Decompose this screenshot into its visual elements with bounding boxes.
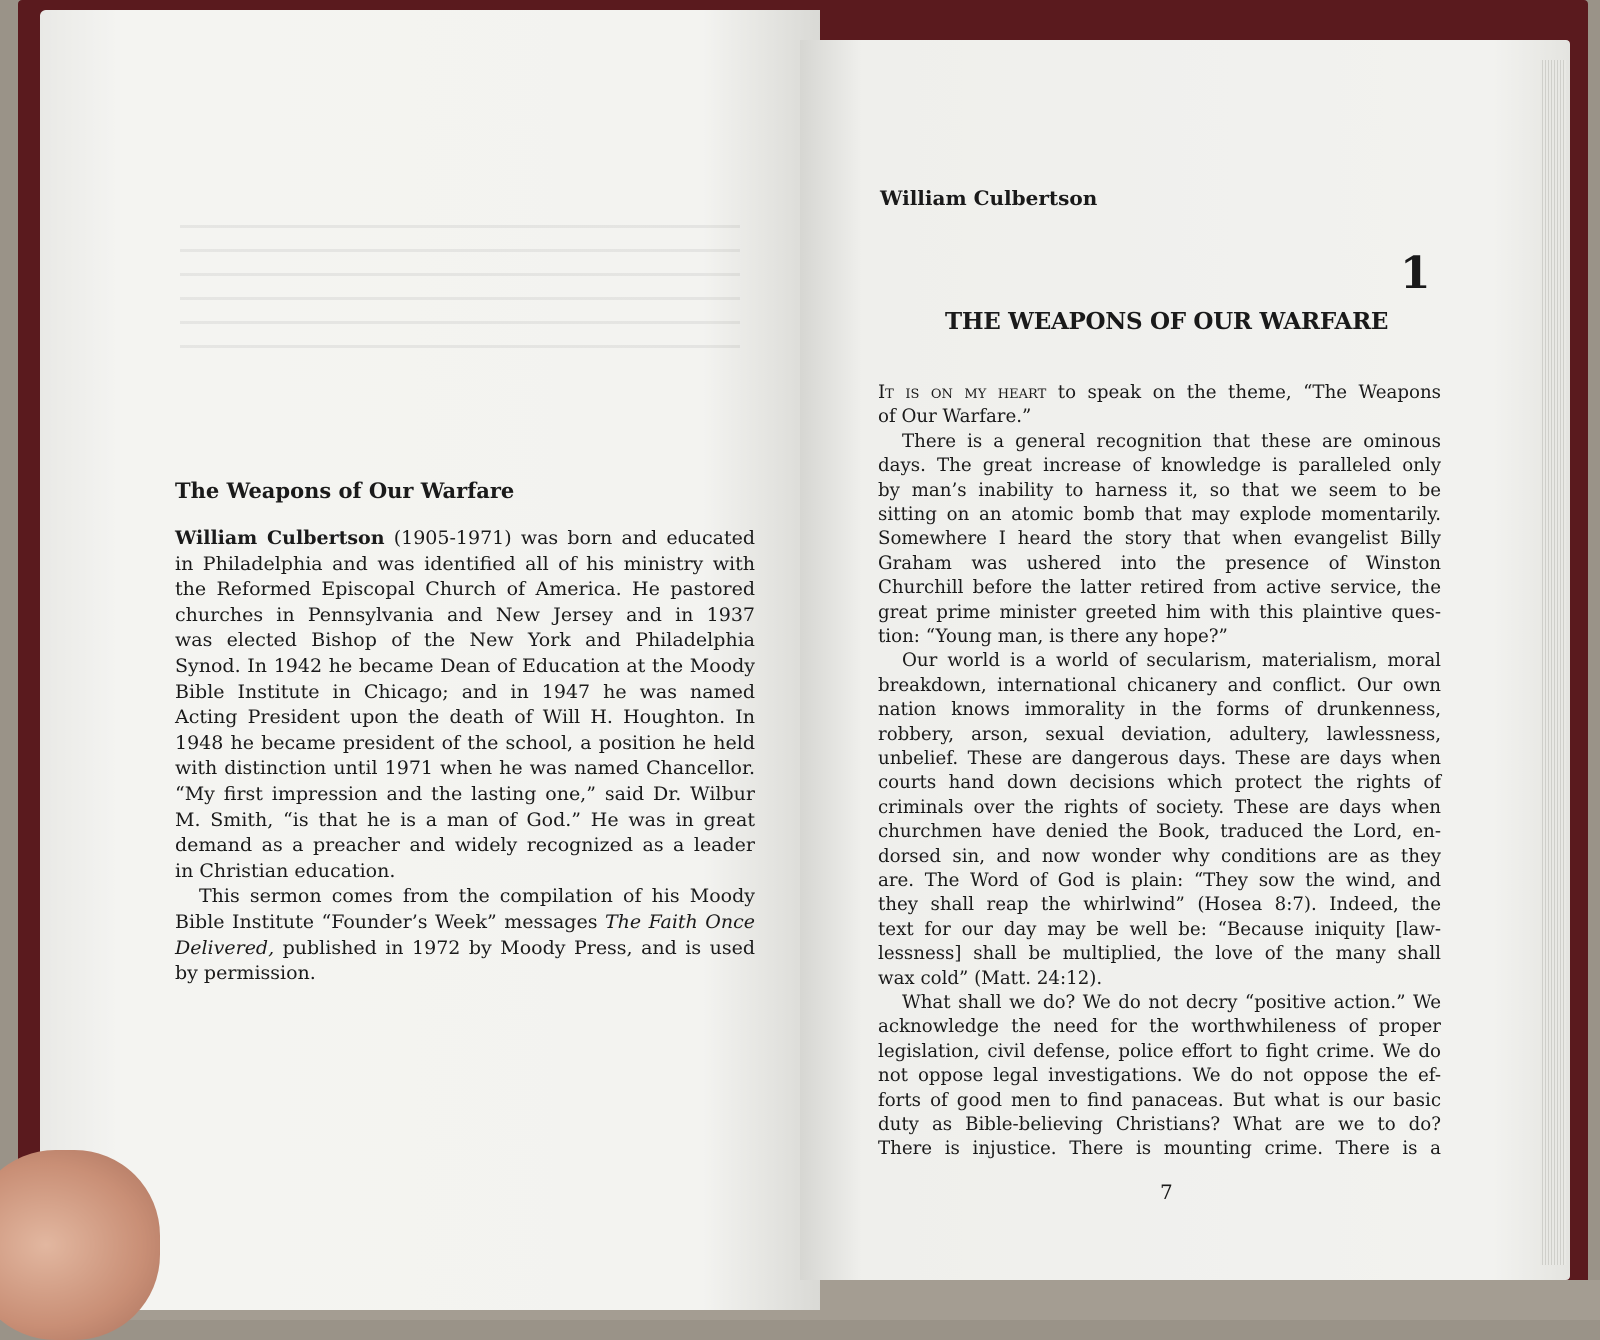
text-segment: the Reformed Episcopal Church of America. He pastored [175, 578, 755, 601]
text-segment: The Faith Once [604, 911, 755, 933]
text-line [878, 699, 1441, 720]
text-segment: Bible Institute in Chicago; and in 1947 he was named [175, 680, 755, 703]
running-head: William Culbertson [880, 186, 1098, 210]
text-line [175, 834, 755, 856]
text-segment: unbelief. These are dangerous days. These are days when [878, 748, 1441, 769]
text-line [878, 724, 1441, 745]
text-line [878, 406, 1441, 427]
text-segment: breakdown, international chicanery and conflict. Our own [878, 674, 1441, 696]
text-line [878, 968, 1441, 989]
text-segment: they shall reap the whirlwind” (Hosea 8:7). Indeed, the [878, 894, 1441, 916]
text-segment: robbery, arson, sexual deviation, adultery, lawlessness, [878, 723, 1441, 745]
text-segment: in Christian education. [175, 859, 396, 882]
text-segment: It is on my heart [878, 382, 1047, 403]
text-line [878, 821, 1441, 842]
text-line [878, 894, 1441, 915]
page-edges [1540, 60, 1566, 1265]
text-segment: (1905-1971) was born and educated [384, 527, 756, 549]
text-segment: was elected Bishop of the New York and Philadelphia [175, 629, 755, 652]
text-segment: published in 1972 by Moody Press, and is used [274, 936, 755, 959]
text-segment: not oppose legal investigations. We do not oppose the ef- [878, 1065, 1441, 1087]
thumb [0, 1150, 160, 1340]
text-line [878, 577, 1441, 598]
text-segment: in Philadelphia and was identified all of his ministry with [175, 552, 755, 575]
text-line [878, 382, 1441, 403]
text-segment: Somewhere I heard the story that when evangelist Billy [878, 528, 1441, 550]
text-segment: Our world is a world of secularism, materialism, moral [902, 650, 1441, 672]
text-line [175, 706, 755, 728]
text-segment: tion: “Young man, is there any hope?” [878, 626, 1228, 647]
text-line [878, 943, 1441, 964]
text-segment: by man’s inability to harness it, so that we seem to be [878, 479, 1441, 501]
text-line [878, 431, 1441, 452]
text-line [175, 783, 755, 805]
text-line [878, 650, 1441, 671]
text-segment: There is a general recognition that these are ominous [902, 430, 1441, 452]
text-line [878, 626, 1441, 647]
text-line [878, 1090, 1441, 1111]
text-line [878, 919, 1441, 940]
text-line [878, 455, 1441, 476]
text-line [175, 527, 755, 549]
text-line [878, 748, 1441, 769]
text-line [175, 604, 755, 626]
text-line [175, 553, 755, 575]
text-segment: nation knows immorality in the forms of drunkenness, [878, 699, 1441, 721]
text-segment: are. The Word of God is plain: “They sow the wind, and [878, 870, 1441, 891]
text-line [175, 757, 755, 779]
text-line [175, 937, 755, 959]
page-number: 7 [1160, 1180, 1173, 1204]
text-line [878, 846, 1441, 867]
text-line [878, 1138, 1441, 1159]
text-segment: criminals over the rights of society. These are days when [878, 796, 1441, 818]
text-line [878, 675, 1441, 696]
text-segment: William Culbertson [175, 527, 385, 549]
text-line [878, 772, 1441, 793]
text-segment: legislation, civil defense, police effort to fight crime. We do [878, 1040, 1441, 1062]
text-line [175, 885, 755, 907]
text-line [175, 860, 755, 882]
text-segment: Churchill before the latter retired from active service, the [878, 577, 1441, 599]
text-line [878, 480, 1441, 501]
text-segment: text for our day may be well be: “Because iniquity [law- [878, 918, 1441, 940]
text-segment: sitting on an atomic bomb that may explode momentarily. [878, 504, 1441, 525]
text-line [878, 602, 1441, 623]
text-segment: lessness] shall be multiplied, the love of the many shall [878, 943, 1441, 965]
text-line [878, 1016, 1441, 1037]
text-segment: days. The great increase of knowledge is paralleled only [878, 455, 1441, 477]
text-segment: Graham was ushered into the presence of Winston [878, 552, 1441, 574]
text-line [878, 992, 1441, 1013]
text-segment: great prime minister greeted him with this plaintive ques- [878, 601, 1441, 623]
text-segment: of Our Warfare.” [878, 406, 1032, 428]
text-line [175, 732, 755, 754]
text-segment: “My first impression and the lasting one,” said Dr. Wilbur [175, 783, 755, 805]
text-segment: Delivered, [175, 936, 275, 959]
text-line [175, 629, 755, 651]
text-segment: Acting President upon the death of Will H. Houghton. In [175, 706, 755, 729]
text-line [175, 911, 755, 933]
text-line [878, 797, 1441, 818]
text-line [878, 553, 1441, 574]
text-line [878, 1041, 1441, 1062]
text-line [175, 809, 755, 831]
text-segment: dorsed sin, and now wonder why conditions are as they [878, 845, 1441, 867]
text-segment: courts hand down decisions which protect the rights of [878, 772, 1441, 794]
chapter-number: 1 [1400, 248, 1431, 299]
text-line [878, 1065, 1441, 1086]
text-line [175, 681, 755, 703]
text-line [878, 870, 1441, 891]
chapter-title: THE WEAPONS OF OUR WARFARE [945, 308, 1389, 335]
text-segment: This sermon comes from the compilation of his Moody [199, 885, 755, 908]
text-segment: M. Smith, “is that he is a man of God.” He was in great [175, 808, 755, 831]
text-line [175, 962, 755, 984]
text-segment: Bible Institute “Founder’s Week” messages [175, 911, 605, 933]
text-line [878, 528, 1441, 549]
text-segment: demand as a preacher and widely recognized as a leader [175, 834, 755, 857]
text-segment: to speak on the theme, “The Weapons [1046, 382, 1441, 403]
text-segment: wax cold” (Matt. 24:12). [878, 967, 1103, 989]
text-segment: duty as Bible-believing Christians? What are we to do? [878, 1114, 1441, 1135]
text-line [175, 655, 755, 677]
text-segment: acknowledge the need for the worthwhileness of proper [878, 1016, 1441, 1038]
text-segment: forts of good men to find panaceas. But what is our basic [878, 1089, 1441, 1111]
text-segment: with distinction until 1971 when he was named Chancellor. [175, 757, 755, 780]
text-segment: There is injustice. There is mounting crime. There is a [878, 1138, 1441, 1160]
text-line [878, 504, 1441, 525]
text-segment: 1948 he became president of the school, a position he held [175, 731, 755, 754]
text-segment: churches in Pennsylvania and New Jersey and in 1937 [175, 603, 755, 626]
show-through-text [180, 225, 740, 365]
text-segment: by permission. [175, 962, 316, 985]
text-line [175, 578, 755, 600]
text-line [878, 1114, 1441, 1135]
text-segment: churchmen have denied the Book, traduced the Lord, en- [878, 821, 1441, 843]
section-heading: The Weapons of Our Warfare [175, 478, 515, 503]
text-segment: Synod. In 1942 he became Dean of Education at the Moody [175, 655, 755, 677]
text-segment: What shall we do? We do not decry “positive action.” We [902, 992, 1441, 1013]
